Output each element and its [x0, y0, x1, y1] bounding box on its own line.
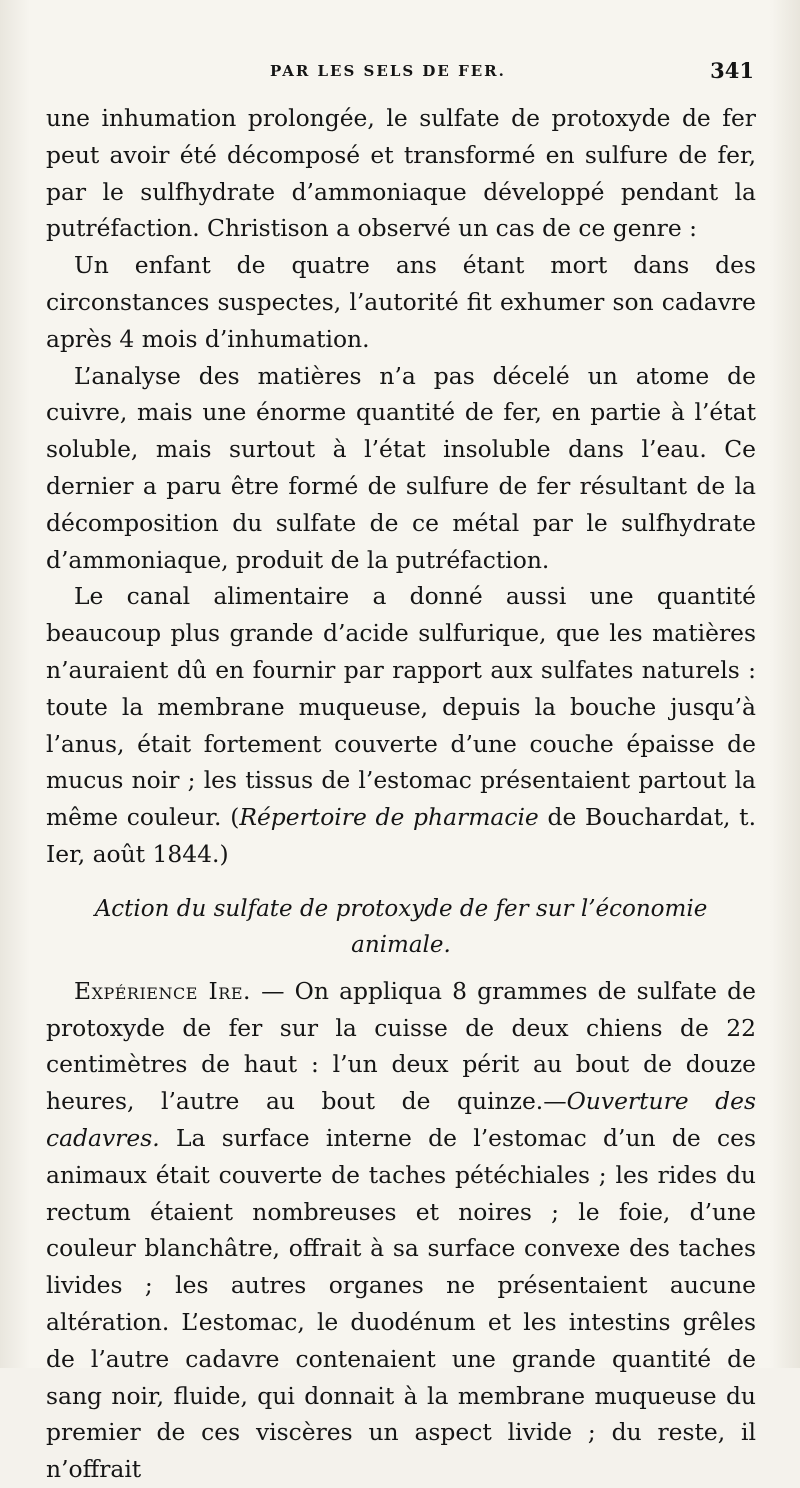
citation-rest: de Bouchardat, t. Ier, août 1844.)	[46, 803, 757, 868]
paragraph-canal	[46, 578, 756, 872]
running-head: PAR LES SELS DE FER.	[270, 62, 506, 80]
citation-title: Répertoire de pharmacie	[239, 803, 539, 832]
page-header	[46, 0, 756, 100]
paragraph-case: Un enfant de quatre ans étant mort dans des circonstances suspectes, l’autorité fit exhumer son cadavre après 4 mois d’inhumation.	[46, 251, 756, 353]
citation-open: (	[230, 803, 240, 832]
paragraph-experiment	[46, 973, 756, 1488]
experiment-text-b: La surface interne de l’estomac d’un de ces animaux était couverte de taches pétéchiales ; les rides du rectum étaient nombreuses et noires ; le foie, d’une couleur blanchâtre, offrait à sa surface convexe des taches livides ; les autres organes ne présentaient aucune altération. L’estomac, le duodénum et les intestins grêles de l’autre cadavre contenaient une grande quantité de sang noir, fluide, qui donnait à la membrane muqueuse du premier de ces viscères un aspect livide ; du reste, il n’offrait	[46, 1123, 756, 1484]
experiment-text-a: — On appliqua 8 grammes de sulfate de protoxyde de fer sur la cuisse de deux chiens de 22 centimètres de haut : l’un deux périt au bout de douze heures, l’autre au bout de quinze.—	[46, 976, 756, 1116]
paragraph-analysis: L’analyse des matières n’a pas décelé un atome de cuivre, mais une énorme quantité de fer, en partie à l’état soluble, mais surtout à l’état insoluble dans l’eau. Ce dernier a paru être formé de sulfure de fer résultant de la décomposition du sulfate de ce métal par le sulfhydrate d’ammoniaque, produit de la putréfaction.	[46, 361, 756, 574]
paragraph-continuation: une inhumation prolongée, le sulfate de protoxyde de fer peut avoir été décomposé et transformé en sulfure de fer, par le sulfhydrate d’ammoniaque développé pendant la putréfaction. Christison a observé un cas de ce genre :	[46, 104, 756, 243]
experiment-label: Expérience Ire.	[74, 976, 251, 1005]
experiment-italic: Ouverture des cadavres.	[46, 1087, 756, 1152]
section-heading: Action du sulfate de protoxyde de fer sur l’économie animale.	[94, 895, 708, 958]
body-text	[46, 100, 756, 1488]
page-number: 341	[710, 58, 754, 83]
paragraph-canal-text: Le canal alimentaire a donné aussi une quantité beaucoup plus grande d’acide sulfurique, que les matières n’auraient dû en fournir par rapport aux sulfates naturels : toute la membrane muqueuse, depuis la bouche jusqu’à l’anus, était fortement couverte d’une couche épaisse de mucus noir ; les tissus de l’estomac présentaient partout la même couleur.	[46, 582, 756, 832]
